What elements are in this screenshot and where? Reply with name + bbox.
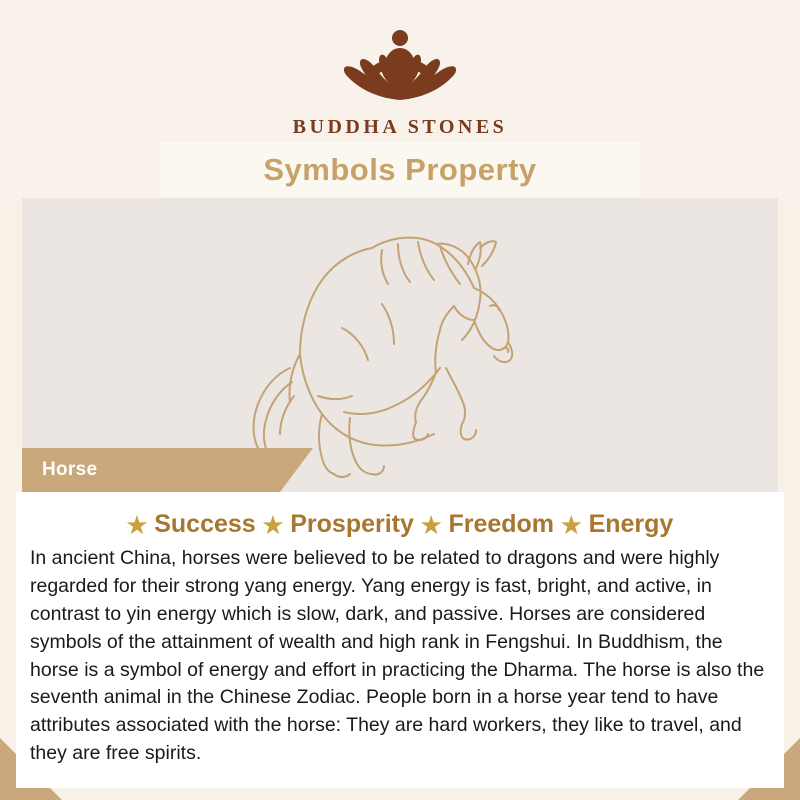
- star-icon-1: ★: [126, 511, 148, 538]
- keyword-energy: Energy: [588, 510, 674, 538]
- ribbon-label: Horse: [42, 459, 98, 480]
- header-section: [0, 0, 800, 200]
- brand-name-text: BUDDHA STONES: [292, 116, 508, 138]
- page-title: Symbols Property: [263, 151, 537, 187]
- horse-line-art-illustration: [222, 208, 572, 488]
- lotus-meditation-icon: [316, 22, 484, 114]
- keyword-list: [30, 510, 770, 539]
- body-panel: [16, 492, 784, 788]
- brand-logo: [0, 22, 800, 139]
- keyword-prosperity: Prosperity: [290, 510, 414, 538]
- keyword-success: Success: [154, 510, 256, 538]
- star-icon-4: ★: [560, 511, 582, 538]
- title-band: [160, 142, 640, 197]
- description-paragraph: In ancient China, horses were believed to be related to dragons and were highly regarded for their strong yang energy. Yang energy is fast, bright, and active, in contrast to yin energy which is slow, dark, and passive. Horses are considered symbols of the attainment of wealth and high rank in Fengshui. In Buddhism, the horse is a symbol of energy and effort in practicing the Dharma. The horse is also the seventh animal in the Chinese Zodiac. People born in a horse year tend to have attributes associated with the horse: They are hard workers, they like to travel, and they are free spirits.: [30, 547, 765, 765]
- keyword-freedom: Freedom: [448, 510, 555, 538]
- star-icon-2: ★: [262, 511, 284, 538]
- category-ribbon: [22, 448, 280, 492]
- star-icon-3: ★: [420, 511, 442, 538]
